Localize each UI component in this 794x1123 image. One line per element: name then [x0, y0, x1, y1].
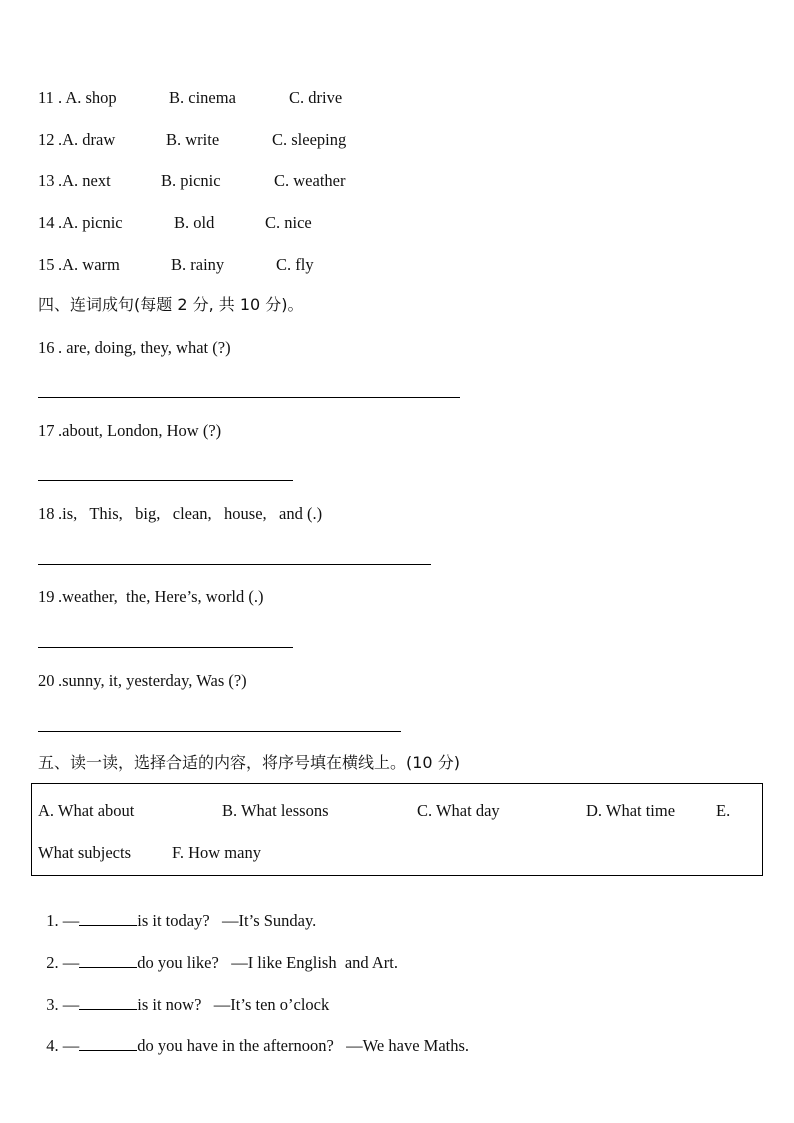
question-13-option-c: C. weather: [274, 171, 346, 190]
question-16-num: 16: [38, 338, 55, 357]
dialogue-1: [38, 890, 316, 931]
question-16-words: . are, doing, they, what (?): [58, 338, 231, 357]
question-12-option-a: .A. draw: [58, 130, 116, 149]
dialogue-4-blank[interactable]: [79, 1035, 137, 1051]
dialogue-2-prefix: 2. —: [46, 953, 80, 972]
question-14-option-b: B. old: [174, 213, 215, 232]
question-15-num: 15: [38, 255, 55, 274]
question-17-words: .about, London, How (?): [58, 421, 222, 440]
dialogue-4: [38, 1015, 469, 1056]
question-13-num: 13: [38, 171, 55, 190]
question-15-option-b: B. rainy: [171, 255, 225, 274]
question-14-option-c: C. nice: [265, 213, 312, 232]
option-d: D. What time: [586, 801, 676, 820]
question-15-option-a: .A. warm: [58, 255, 120, 274]
answer-line-20[interactable]: [38, 731, 401, 732]
section-4-heading: 四、连词成句(每题 2 分, 共 10 分)。: [38, 295, 304, 314]
dialogue-4-prefix: 4. —: [46, 1036, 80, 1055]
dialogue-2-blank[interactable]: [79, 952, 137, 968]
dialogue-3-blank[interactable]: [79, 994, 137, 1010]
option-f: F. How many: [172, 843, 261, 862]
question-14-option-a: .A. picnic: [58, 213, 123, 232]
question-12-num: 12: [38, 130, 55, 149]
options-box: [31, 783, 763, 876]
dialogue-2-text: do you like? —I like English and Art.: [137, 953, 399, 972]
question-11-option-b: B. cinema: [169, 88, 236, 107]
dialogue-3: [38, 974, 329, 1015]
question-13-option-a: .A. next: [58, 171, 111, 190]
question-19-words: .weather, the, Here’s, world (.): [58, 587, 264, 606]
answer-line-16[interactable]: [38, 397, 460, 398]
dialogue-3-prefix: 3. —: [46, 995, 80, 1014]
question-18-num: 18: [38, 504, 55, 523]
question-20-words: .sunny, it, yesterday, Was (?): [58, 671, 247, 690]
question-12-option-c: C. sleeping: [272, 130, 347, 149]
question-17-num: 17: [38, 421, 55, 440]
option-c: C. What day: [417, 801, 500, 820]
section-5-heading: 五、读一读，选择合适的内容，将序号填在横线上。(10 分): [38, 753, 460, 772]
answer-line-17[interactable]: [38, 480, 293, 481]
option-b: B. What lessons: [222, 801, 329, 820]
question-14-num: 14: [38, 213, 55, 232]
dialogue-2: [38, 932, 398, 973]
question-20-num: 20: [38, 671, 55, 690]
answer-line-19[interactable]: [38, 647, 293, 648]
question-11-option-c: C. drive: [289, 88, 343, 107]
dialogue-1-prefix: 1. —: [46, 911, 80, 930]
dialogue-1-blank[interactable]: [79, 910, 137, 926]
dialogue-4-text: do you have in the afternoon? —We have Maths.: [137, 1036, 470, 1055]
question-11-num: 11: [38, 88, 54, 107]
question-18-words: .is, This, big, clean, house, and (.): [58, 504, 323, 523]
dialogue-3-text: is it now? —It’s ten o’clock: [137, 995, 330, 1014]
question-11-option-a: . A. shop: [58, 88, 117, 107]
option-e-letter: E.: [716, 801, 731, 820]
question-15-option-c: C. fly: [276, 255, 314, 274]
dialogue-1-text: is it today? —It’s Sunday.: [137, 911, 317, 930]
question-13-option-b: B. picnic: [161, 171, 221, 190]
option-e-text: What subjects: [38, 843, 132, 862]
question-19-num: 19: [38, 587, 55, 606]
answer-line-18[interactable]: [38, 564, 431, 565]
question-12-option-b: B. write: [166, 130, 220, 149]
option-a: A. What about: [38, 801, 135, 820]
